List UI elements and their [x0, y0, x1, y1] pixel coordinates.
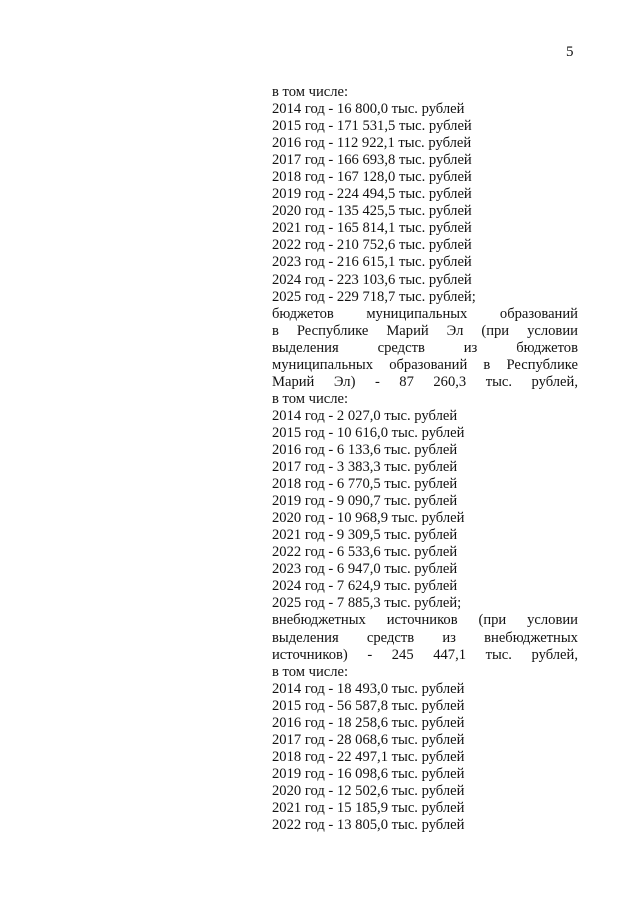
text-line: 2014 год - 2 027,0 тыс. рублей — [272, 407, 458, 424]
text-line: 2023 год - 6 947,0 тыс. рублей — [272, 561, 458, 578]
text-line: 2020 год - 12 502,6 тыс. рублей — [272, 782, 465, 799]
text-line: 2014 год - 18 493,0 тыс. рублей — [272, 680, 465, 697]
text-line: 2019 год - 16 098,6 тыс. рублей — [272, 765, 465, 782]
text-line: 2025 год - 229 718,7 тыс. рублей; — [272, 288, 476, 305]
page-number: 5 — [566, 44, 574, 60]
text-line: 2018 год - 167 128,0 тыс. рублей — [272, 169, 472, 186]
text-line: в Республике Марий Эл (при условии — [272, 322, 578, 339]
text-line: источников) - 245 447,1 тыс. рублей, — [272, 646, 578, 663]
text-line: 2016 год - 6 133,6 тыс. рублей — [272, 441, 458, 458]
text-line: 2022 год - 13 805,0 тыс. рублей — [272, 817, 465, 834]
text-line: в том числе: — [272, 390, 349, 407]
text-line: 2018 год - 6 770,5 тыс. рублей — [272, 476, 458, 493]
text-line: 2019 год - 224 494,5 тыс. рублей — [272, 186, 472, 203]
text-line: в том числе: — [272, 663, 349, 680]
text-line: 2023 год - 216 615,1 тыс. рублей — [272, 254, 472, 271]
text-line: муниципальных образований в Республике — [272, 356, 578, 373]
text-line: 2016 год - 112 922,1 тыс. рублей — [272, 135, 472, 152]
text-line: 2017 год - 166 693,8 тыс. рублей — [272, 152, 472, 169]
text-line: 2024 год - 223 103,6 тыс. рублей — [272, 271, 472, 288]
text-line: внебюджетных источников (при условии — [272, 612, 578, 629]
text-line: 2015 год - 56 587,8 тыс. рублей — [272, 697, 465, 714]
text-line: 2021 год - 165 814,1 тыс. рублей — [272, 220, 472, 237]
text-line: 2021 год - 9 309,5 тыс. рублей — [272, 527, 458, 544]
text-line: 2015 год - 10 616,0 тыс. рублей — [272, 424, 465, 441]
text-line: выделения средств из внебюджетных — [272, 629, 578, 646]
text-line: 2021 год - 15 185,9 тыс. рублей — [272, 799, 465, 816]
text-line: выделения средств из бюджетов — [272, 339, 578, 356]
text-line: 2018 год - 22 497,1 тыс. рублей — [272, 748, 465, 765]
text-line: 2020 год - 135 425,5 тыс. рублей — [272, 203, 472, 220]
text-line: 2020 год - 10 968,9 тыс. рублей — [272, 510, 465, 527]
text-line: 2019 год - 9 090,7 тыс. рублей — [272, 493, 458, 510]
text-line: в том числе: — [272, 84, 349, 100]
text-line: 2017 год - 3 383,3 тыс. рублей — [272, 459, 458, 476]
text-line: 2022 год - 210 752,6 тыс. рублей — [272, 237, 472, 254]
text-line: 2024 год - 7 624,9 тыс. рублей — [272, 578, 458, 595]
text-line: бюджетов муниципальных образований — [272, 305, 578, 322]
text-line: 2025 год - 7 885,3 тыс. рублей; — [272, 595, 462, 612]
text-line: Марий Эл) - 87 260,3 тыс. рублей, — [272, 373, 578, 390]
text-line: 2015 год - 171 531,5 тыс. рублей — [272, 118, 472, 135]
document-body — [272, 84, 578, 834]
text-line: 2017 год - 28 068,6 тыс. рублей — [272, 731, 465, 748]
text-line: 2022 год - 6 533,6 тыс. рублей — [272, 544, 458, 561]
text-line: 2014 год - 16 800,0 тыс. рублей — [272, 101, 465, 118]
text-line: 2016 год - 18 258,6 тыс. рублей — [272, 714, 465, 731]
